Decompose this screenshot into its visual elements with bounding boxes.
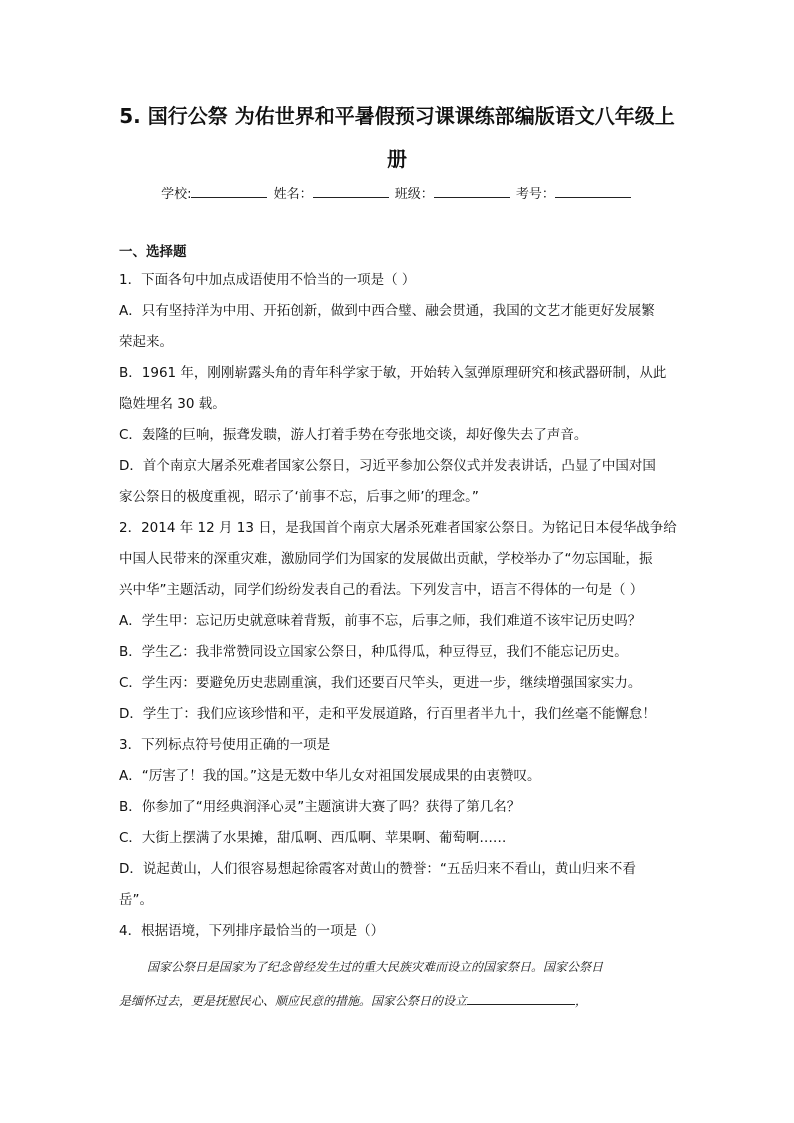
question-3-option-b: B．你参加了“用经典润泽心灵”主题演讲大赛了吗？获得了第几名？ (119, 799, 521, 815)
question-1-option-d-cont: 家公祭日的极度重视，昭示了‘前事不忘，后事之师’的理念。” (119, 489, 479, 505)
exam-number-blank[interactable] (555, 184, 631, 198)
question-2-stem: 2．2014 年 12 月 13 日，是我国首个南京大屠杀死难者国家公祭日。为铭记日本侵华战争给 (119, 520, 677, 536)
question-3-option-d: D．说起黄山，人们很容易想起徐霞客对黄山的赞誉：“五岳归来不看山，黄山归来不看 (119, 861, 636, 877)
question-1-option-c: C．轰隆的巨响，振聋发聩，游人打着手势在夸张地交谈，却好像失去了声音。 (119, 427, 588, 443)
question-1-option-a: A．只有坚持洋为中用、开拓创新，做到中西合璧、融会贯通，我国的文艺才能更好发展繁 (119, 303, 655, 319)
page-title: 5. 国行公祭 为佑世界和平暑假预习课课练部编版语文八年级上 (119, 104, 675, 128)
question-3-option-d-cont: 岳”。 (119, 892, 153, 908)
section-heading: 一、选择题 (119, 244, 187, 260)
name-label: 姓名： (273, 187, 313, 202)
question-1-option-d: D．首个南京大屠杀死难者国家公祭日，习近平参加公祭仪式并发表讲话，凸显了中国对国 (119, 458, 656, 474)
school-blank[interactable] (191, 184, 267, 198)
question-3-option-c: C．大街上摆满了水果摊，甜瓜啊、西瓜啊、苹果啊、葡萄啊…… (119, 830, 507, 846)
school-label: 学校: (161, 187, 192, 202)
question-2-option-b: B．学生乙：我非常赞同设立国家公祭日，种瓜得瓜，种豆得豆，我们不能忘记历史。 (119, 644, 628, 660)
name-blank[interactable] (313, 184, 389, 198)
passage-line-2-punct: ， (575, 994, 588, 1008)
question-4-stem: 4．根据语境，下列排序最恰当的一项是（） (119, 923, 385, 939)
question-1-option-b-cont: 隐姓埋名 30 载。 (119, 396, 226, 412)
question-1-option-a-cont: 荣起来。 (119, 334, 173, 350)
exam-number-label: 考号： (515, 187, 555, 202)
passage-line-2-text: 是缅怀过去，更是抚慰民心、顺应民意的措施。国家公祭日的设立 (119, 994, 468, 1008)
student-info-line (0, 183, 794, 202)
class-label: 班级： (394, 187, 434, 202)
question-3-option-a: A．“厉害了！我的国。”这是无数中华儿女对祖国发展成果的由衷赞叹。 (119, 768, 541, 784)
passage-line-1: 国家公祭日是国家为了纪念曾经发生过的重大民族灾难而设立的国家祭日。国家公祭日 (147, 960, 604, 974)
question-2-option-a: A．学生甲：忘记历史就意味着背叛，前事不忘，后事之师，我们难道不该牢记历史吗？ (119, 613, 642, 629)
class-blank[interactable] (434, 184, 510, 198)
question-2-stem-cont2: 兴中华”主题活动，同学们纷纷发表自己的看法。下列发言中，语言不得体的一句是（ ） (119, 582, 644, 598)
question-2-option-d: D．学生丁：我们应该珍惜和平，走和平发展道路，行百里者半九十，我们丝毫不能懈怠！ (119, 706, 656, 722)
question-1-option-b: B．1961 年，刚刚崭露头角的青年科学家于敏，开始转入氢弹原理研究和核武器研制，从此 (119, 365, 667, 381)
passage-line-2 (119, 992, 587, 1007)
passage-fill-blank[interactable] (467, 992, 575, 1005)
question-2-option-c: C．学生丙：要避免历史悲剧重演，我们还要百尺竿头，更进一步，继续增强国家实力。 (119, 675, 642, 691)
question-1-stem: 1．下面各句中加点成语使用不恰当的一项是（ ） (119, 272, 416, 288)
question-2-stem-cont: 中国人民带来的深重灾难，激励同学们为国家的发展做出贡献，学校举办了“勿忘国耻，振 (119, 551, 653, 567)
page-title-continued: 册 (387, 147, 407, 171)
question-3-stem: 3．下列标点符号使用正确的一项是 (119, 737, 331, 753)
